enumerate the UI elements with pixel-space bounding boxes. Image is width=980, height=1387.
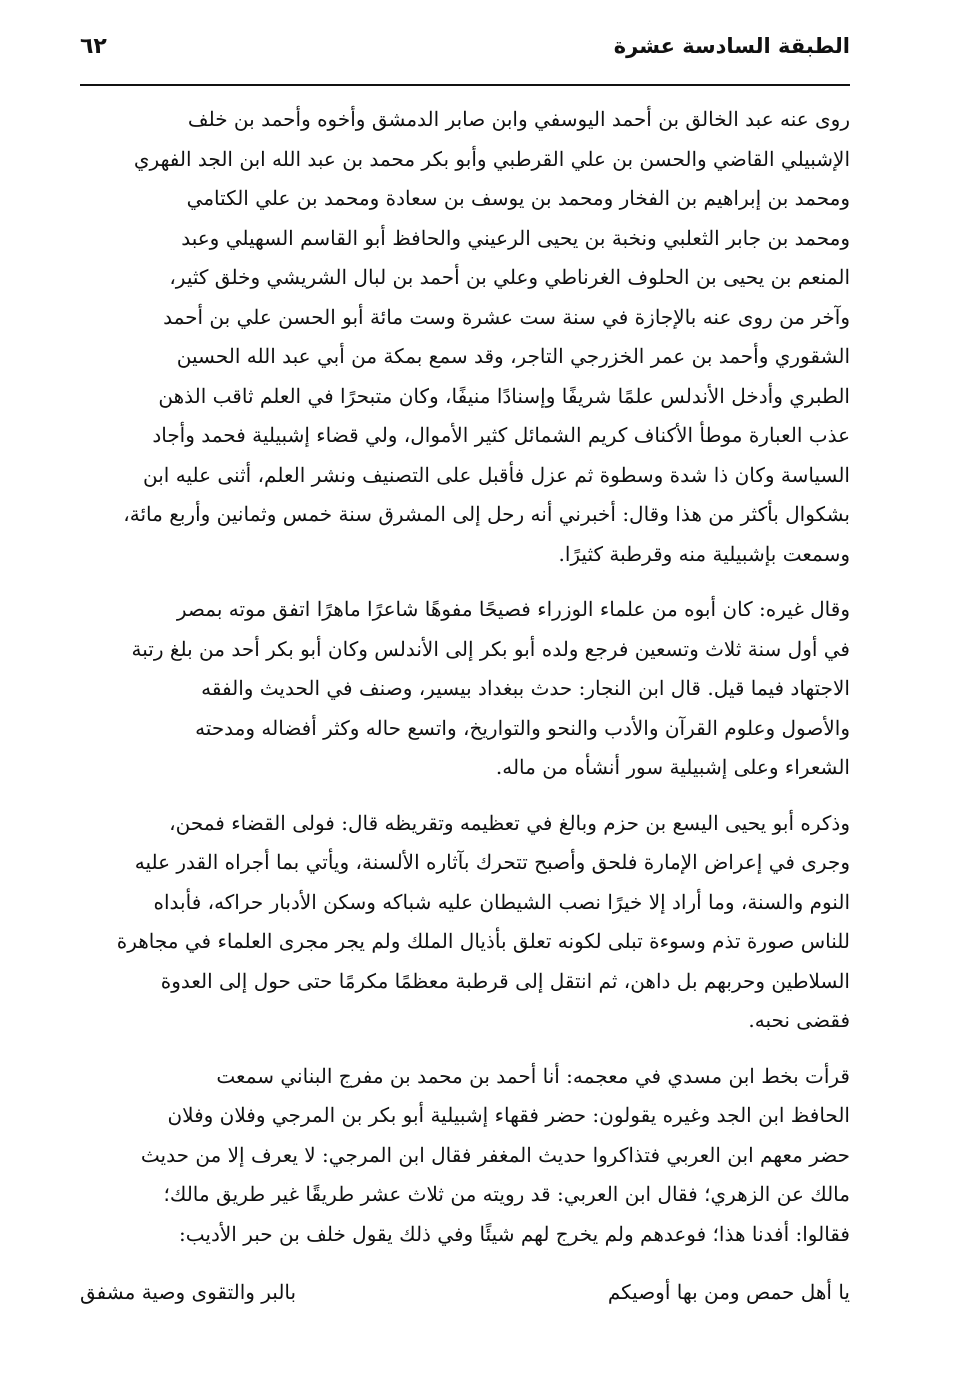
text-line: الطبري وأدخل الأندلس علمًا شريفًا وإسنادًا منيفًا، وكان متبحرًا في العلم ثاقب الذهن [158,383,850,408]
poem-verse [80,1272,850,1312]
text-line: وجرى في إعراض الإمارة فلحق وأصبح تتحرك بآثاره الألسنة، ويأتي بما أجراه القدر عليه [134,850,850,874]
text-line: وسمعت بإشبيلية منه وقرطبة كثيرًا. [558,541,850,566]
text-line: بشكوال بأكثر من هذا وقال: أخبرني أنه رحل إلى المشرق سنة خمس وثمانين وأربع مائة، [123,502,850,526]
text-line: فقضى نحبه. [748,1008,850,1032]
page-header [80,30,850,70]
text-line: عذب العبارة موطأ الأكناف كريم الشمائل كثير الأموال، ولي قضاء إشبيلية فحمد وأجاد [152,423,850,447]
paragraph-3 [80,804,850,1041]
header-rule [80,84,850,86]
paragraph-1 [80,100,850,574]
body-text [80,100,850,1270]
text-line: وذكره أبو يحيى اليسع بن حزم وبالغ في تعظيمه وتقريظه قال: فولى القضاء فمحن، [169,810,850,835]
text-line: السياسة وكان ذا شدة وسطوة ثم عزل فأقبل على التصنيف ونشر العلم، أثنى عليه ابن [143,462,850,487]
text-line: ومحمد بن جابر الثعلبي ونخبة بن يحيى الرعيني والحافظ أبو القاسم السهيلي وعبد [181,225,850,250]
paragraph-4 [80,1057,850,1255]
text-line: روى عنه عبد الخالق بن أحمد اليوسفي وابن صابر الدمشق وأخوه وأحمد بن خلف [187,107,850,131]
text-line: مالك عن الزهري؛ فقال ابن العربي: قد رويته من ثلاث عشر طريقًا غير طريق مالك؛ [163,1182,850,1206]
text-line: الإشبيلي القاضي والحسن بن علي القرطبي وأبو بكر محمد بن عبد الله ابن الجد الفهري [133,146,850,171]
verse-first-hemistich: يا أهل حمص ومن بها أوصيكم [607,1280,850,1304]
text-line: المنعم بن يحيى بن الحلوف الغرناطي وعلي بن أحمد بن لبال الشريشي وخلق كثير، [169,265,850,289]
text-line: وقال غيره: كان أبوه من علماء الوزراء فصيحًا مفوهًا شاعرًا ماهرًا اتفق موته بمصر [176,597,850,621]
text-line: والأصول وعلوم القرآن والأدب والنحو والتواريخ، واتسع حاله وكثر أفضاله ومدحته [195,715,850,740]
text-line: قرأت بخط ابن مسدي في معجمه: أنا أحمد بن محمد بن مفرج البناني سمعت [216,1063,850,1088]
text-line: حضر معهم ابن العربي فتذاكروا حديث المغفر فقال ابن المرجي: لا يعرف إلا من حديث [140,1142,850,1167]
paragraph-2 [80,590,850,788]
text-line: ومحمد بن إبراهيم بن الفخار ومحمد بن يوسف بن سعادة ومحمد بن علي الكتامي [186,186,850,210]
running-head: الطبقة السادسة عشرة [613,34,850,58]
page-number: ٦٢ [80,34,107,59]
text-line: للناس صورة تذم وسوءة تبلى لكونه تعلق بأذيال الملك ولم يجر مجرى العلماء في مجاهرة [116,929,850,953]
text-line: فقالوا: أفدنا هذا؛ فوعدهم ولم يخرج لهم شيئًا وفي ذلك يقول خلف بن حبر الأديب: [179,1221,850,1246]
text-line: الاجتهاد فيما قيل. قال ابن النجار: حدث ببغداد بيسير، وصنف في الحديث والفقه [201,676,850,700]
text-line: النوم والسنة، وما أراد إلا خيرًا نصب الشيطان عليه شباكه وسكن الأدبار حراكه، فأبداه [153,889,850,914]
text-line: السلاطين وحربهم بل داهن، ثم انتقل إلى قرطبة معظمًا مكرمًا حتى حول إلى العدوة [160,968,850,993]
text-line: الشعراء وعلى إشبيلية سور أنشأه من ماله. [495,755,850,779]
text-line: وآخر من روى عنه بالإجازة في سنة ست عشرة وست مائة أبو الحسن علي بن أحمد [163,304,850,329]
text-line: الحافظ ابن الجد وغيره يقولون: حضر فقهاء إشبيلية أبو بكر بن المرجي وفلان وفلان [167,1103,850,1127]
text-line: في أول سنة ثلاث وتسعين فرجع ولده أبو بكر إلى الأندلس وكان أبو بكر أحد من بلغ رتبة [131,636,850,661]
verse-second-hemistich: بالبر والتقوى وصية مشفق [80,1280,297,1304]
text-line: الشقوري وأحمد بن عمر الخزرجي التاجر، وقد سمع بمكة من أبي عبد الله الحسين [176,344,850,368]
